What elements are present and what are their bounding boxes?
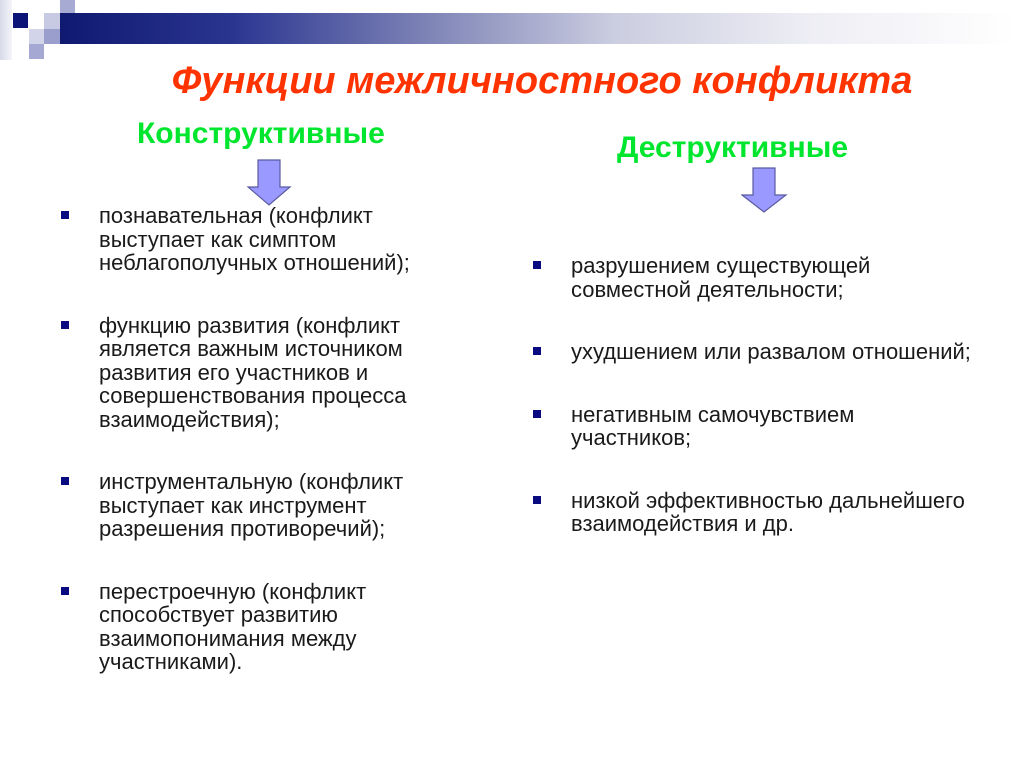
list-item [61,204,481,275]
constructive-heading: Конструктивные [137,117,385,150]
list-item [61,314,481,432]
list-item [61,470,481,541]
bullet-square-icon [61,587,69,595]
list-item-text: инструментальную (конфликт выступает как инструмент разрешения противоречий); [99,469,404,541]
list-item-text: перестроечную (конфликт способствует развитию взаимопонимания между участниками). [99,578,367,674]
list-item [533,254,973,301]
logo-square [44,29,60,44]
list-item-text: ухудшением или развалом отношений; [571,339,971,364]
list-item-text: негативным самочувствием участников; [571,401,855,450]
destructive-heading: Деструктивные [617,131,849,164]
slide-title: Функции межличностного конфликта [171,60,913,102]
list-item [533,340,973,364]
bullet-square-icon [533,261,541,269]
bullet-square-icon [61,211,69,219]
list-item-text: разрушением существующей совместной деятельности; [571,253,871,302]
bullet-square-icon [533,496,541,504]
header-bar [60,13,1016,44]
list-item [533,403,973,450]
logo-square [29,29,44,44]
destructive-list [533,254,973,536]
logo-square [29,44,44,59]
logo-square [0,0,12,60]
bullet-square-icon [61,477,69,485]
logo-square [44,13,60,29]
list-item [533,489,973,536]
arrow-down-icon [247,159,292,207]
list-item-text: низкой эффективностью дальнейшего взаимодействия и др. [571,487,965,536]
bullet-square-icon [533,410,541,418]
bullet-square-icon [61,321,69,329]
bullet-square-icon [533,347,541,355]
list-item [61,580,481,674]
list-item-text: функцию развития (конфликт является важным источником развития его участников и совершенствования процесса взаимодействия); [99,312,407,432]
logo-square [13,13,28,28]
constructive-list [61,204,481,674]
list-item-text: познавательная (конфликт выступает как симптом неблагополучных отношений); [99,203,410,275]
arrow-down-icon [741,167,788,214]
